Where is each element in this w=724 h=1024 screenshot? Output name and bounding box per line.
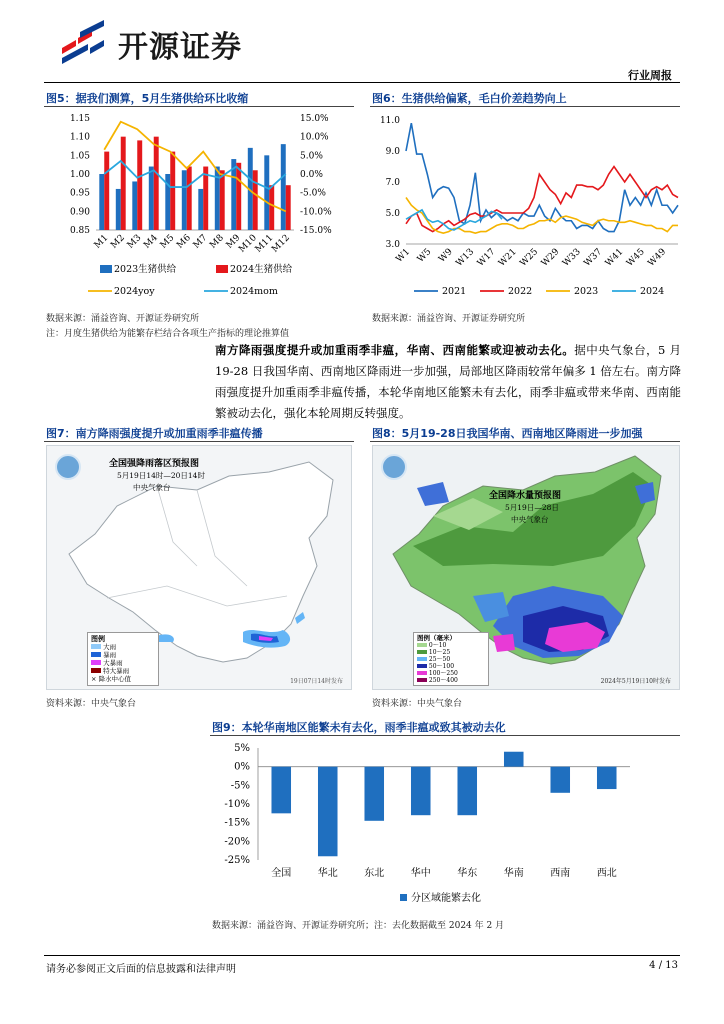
fig6-x-tick: W21 [497, 247, 519, 269]
fig5-bar [104, 152, 109, 230]
header-rule [44, 82, 680, 83]
fig6-x-tick: W9 [437, 247, 455, 265]
fig7-title: 图7：南方降雨强度提升或加重雨季非瘟传播 [46, 427, 263, 440]
fig9-bar [364, 767, 384, 821]
body-paragraph [215, 340, 681, 424]
fig5-bar [220, 170, 225, 230]
fig9-x-tick: 全国 [271, 868, 292, 879]
fig9-y-tick: -25% [224, 855, 250, 866]
fig6-title: 图6：生猪供给偏紧，毛白价差趋势向上 [372, 92, 567, 105]
fig5-x-tick: M6 [175, 233, 193, 251]
fig8-legend-row [417, 670, 485, 677]
fig5-yleft-tick: 0.85 [69, 226, 90, 236]
fig5-legend-swatch [216, 265, 228, 273]
fig6-legend-label: 2024 [640, 286, 665, 297]
fig7-source: 资料来源：中央气象台 [46, 699, 137, 709]
fig9-bar [550, 767, 570, 793]
fig8-legend-title: 图例（毫米） [417, 634, 456, 642]
fig5-yleft-tick: 0.95 [69, 188, 90, 199]
fig7-footer-note: 19日07日14时发布 [290, 678, 343, 685]
fig9-bar [411, 767, 431, 816]
fig5-legend-label: 2024mom [230, 286, 278, 297]
fig5-legend-label: 2024yoy [114, 286, 155, 297]
fig5-legend-label: 2024生猪供给 [230, 264, 293, 275]
fig5-yleft-tick: 1.05 [69, 151, 90, 162]
fig5-bar [99, 174, 104, 230]
fig5-x-tick: M12 [270, 233, 292, 255]
fig5-yleft-tick: 1.10 [69, 132, 90, 143]
fig6-x-tick: W29 [539, 247, 562, 269]
fig5-yright-tick: 0.0% [300, 170, 323, 180]
paragraph-body: 据中央气象台，5 月 19-28 日我国华南、西南地区降雨进一步加强，局部地区降雨较常年偏多 1 倍左右。南方降雨强度提升加重雨季非瘟传播，本轮华南地区能繁未有去化，雨季非瘟或带来华南、西南能繁被动去化，强化本轮周期反转强度。 [215, 343, 681, 420]
fig5-bar [132, 181, 137, 230]
fig9-bar [597, 767, 617, 789]
fig5-bar [253, 170, 258, 230]
fig5-yright-tick: 10.0% [300, 132, 329, 143]
fig9-y-tick: 0% [234, 761, 250, 773]
fig6-legend-label: 2021 [442, 286, 467, 297]
fig6-x-tick: W25 [518, 247, 541, 269]
fig7-legend-4: × 降水中心值 [91, 675, 132, 683]
fig5-bar [121, 137, 126, 230]
fig8-map [372, 445, 680, 690]
fig8-legend-1: 10～25 [428, 649, 451, 656]
fig9-x-tick: 东北 [364, 868, 385, 879]
fig5-yleft-tick: 1.00 [69, 170, 90, 180]
fig7-legend-row [91, 659, 155, 667]
logo-mark-icon [58, 18, 108, 66]
fig5-legend-label: 2023生猪供给 [114, 264, 177, 275]
fig8-legend-row [417, 656, 485, 663]
fig6-x-tick: W37 [582, 247, 605, 269]
fig5-x-tick: M11 [253, 233, 276, 255]
fig5-x-tick: M5 [158, 233, 177, 251]
paragraph-lead: 南方降雨强度提升或加重雨季非瘟，华南、西南能繁或迎被动去化。 [215, 343, 575, 357]
page-number: 4 / 13 [649, 960, 678, 971]
fig7-title-rule [44, 441, 354, 442]
fig8-legend-0: 0～10 [428, 642, 447, 649]
fig9-y-tick: -5% [230, 780, 250, 792]
fig5-yright-tick: 5.0% [300, 151, 323, 162]
fig9-source: 数据来源：涌益咨询、开源证券研究所；注：去化数据截至 2024 年 2 月 [212, 921, 505, 931]
fig9-x-tick: 华东 [457, 868, 478, 879]
fig7-legend-row [91, 643, 155, 651]
fig5-bar [149, 167, 154, 230]
fig9-x-tick: 西南 [550, 868, 571, 879]
fig5-bar [198, 189, 203, 230]
fig6-y-tick: 11.0 [379, 116, 400, 126]
fig5-bar [170, 152, 175, 230]
fig7-legend [87, 632, 159, 686]
fig5-x-tick: M2 [109, 233, 127, 251]
fig9-x-tick: 华南 [503, 868, 524, 879]
fig5-legend-swatch [100, 265, 112, 273]
fig5-line-2024mom [104, 161, 286, 189]
fig5-bar [286, 185, 291, 230]
fig9-bar [271, 767, 291, 814]
fig8-legend-row [417, 677, 485, 684]
fig7-legend-1: 暴雨 [103, 651, 117, 659]
fig6-x-tick: W49 [646, 247, 669, 269]
fig5-line-2024yoy [104, 122, 286, 212]
footer-rule [44, 955, 680, 956]
fig7-legend-title: 图例 [91, 634, 105, 643]
fig5-x-tick: M3 [125, 233, 144, 251]
fig5-yleft-tick: 1.15 [69, 114, 90, 124]
fig6-legend-label: 2022 [508, 286, 533, 297]
fig9-legend-label: 分区域能繁去化 [411, 893, 481, 904]
fig8-legend-4: 100～250 [428, 670, 458, 677]
fig5-note: 注：月度生猪供给为能繁存栏结合各项生产指标的理论推算值 [46, 329, 290, 339]
fig9-x-tick: 华中 [410, 868, 431, 879]
fig8-legend-3: 50～100 [428, 663, 455, 670]
fig8-legend-row [417, 663, 485, 670]
fig8-title: 图8：5月19-28日我国华南、西南地区降雨进一步加强 [372, 427, 643, 440]
fig8-source: 资料来源：中央气象台 [372, 699, 463, 709]
fig8-legend-row [417, 642, 485, 649]
brand-name: 开源证券 [118, 30, 242, 65]
fig6-y-tick: 9.0 [385, 147, 400, 157]
fig7-map-org: 中央气象台 [133, 483, 171, 492]
fig8-legend-row [417, 649, 485, 656]
fig5-x-tick: M8 [208, 233, 226, 251]
fig5-title: 图5：据我们测算，5月生猪供给环比收缩 [46, 92, 249, 105]
fig6-x-tick: W1 [394, 247, 413, 265]
fig5-yright-tick: -5.0% [300, 188, 326, 199]
fig5-chart [44, 108, 360, 308]
fig8-legend-5: 250～400 [428, 677, 458, 684]
fig8-legend [413, 632, 489, 686]
fig9-bar [504, 752, 524, 767]
fig6-title-rule [370, 106, 680, 107]
fig5-yright-tick: -10.0% [300, 207, 332, 218]
brand-logo [58, 18, 108, 66]
fig6-x-tick: W17 [475, 247, 498, 269]
fig5-bar [187, 167, 192, 230]
fig5-yright-tick: -15.0% [300, 226, 332, 236]
fig7-legend-row [91, 651, 155, 659]
fig5-bar [236, 163, 241, 230]
fig9-y-tick: 5% [234, 743, 250, 754]
fig7-map-title: 全国强降雨落区预报图 [109, 459, 200, 469]
fig9-legend-swatch [400, 894, 407, 901]
fig7-map [46, 445, 352, 690]
fig5-source: 数据来源：涌益咨询、开源证券研究所 [46, 314, 200, 324]
footer-disclaimer: 请务必参阅正文后面的信息披露和法律声明 [46, 964, 236, 975]
fig8-legend-2: 25～50 [428, 656, 451, 663]
fig5-x-tick: M7 [191, 233, 210, 251]
fig9-x-tick: 西北 [596, 868, 617, 879]
fig6-x-tick: W13 [454, 247, 477, 269]
fig7-legend-0: 大雨 [103, 643, 117, 651]
fig5-yleft-tick: 0.90 [69, 207, 90, 218]
fig6-x-tick: W5 [415, 247, 434, 265]
fig5-title-rule [44, 106, 354, 107]
fig8-map-title: 全国降水量预报图 [489, 491, 562, 501]
fig5-x-tick: M4 [142, 233, 160, 251]
fig5-x-tick: M10 [237, 233, 259, 255]
fig5-bar [264, 155, 269, 230]
fig5-yright-tick: 15.0% [300, 114, 329, 124]
fig8-map-date: 5月19日—28日 [505, 503, 559, 512]
fig6-legend-label: 2023 [574, 286, 599, 297]
fig5-bar [116, 189, 121, 230]
fig9-title-rule [210, 735, 680, 736]
fig8-title-rule [370, 441, 680, 442]
fig5-bar [281, 144, 286, 230]
fig6-y-tick: 3.0 [385, 240, 400, 250]
fig6-x-tick: W33 [561, 247, 583, 269]
fig8-map-org: 中央气象台 [511, 515, 549, 524]
fig9-bar [318, 767, 338, 857]
fig9-chart [210, 738, 680, 910]
fig6-y-tick: 5.0 [385, 209, 400, 219]
fig7-map-date: 5月19日14时—20日14时 [117, 471, 205, 480]
fig9-y-tick: -15% [224, 817, 250, 829]
fig5-x-tick: M9 [224, 233, 243, 251]
fig5-bar [269, 185, 274, 230]
fig6-y-tick: 7.0 [385, 178, 400, 188]
fig7-legend-3: 特大暴雨 [103, 667, 130, 675]
fig6-x-tick: W45 [625, 247, 647, 269]
fig9-bar [457, 767, 477, 816]
fig7-legend-row [91, 667, 155, 675]
fig7-legend-2: 大暴雨 [103, 659, 123, 667]
fig9-y-tick: -10% [224, 799, 250, 810]
fig7-legend-row [91, 675, 155, 683]
fig9-x-tick: 华北 [317, 868, 338, 879]
fig5-bar [137, 140, 142, 230]
report-type: 行业周报 [628, 69, 672, 82]
fig6-chart [370, 108, 682, 308]
fig6-x-tick: W41 [603, 247, 626, 269]
fig9-y-tick: -20% [224, 836, 250, 848]
fig8-footer-note: 2024年5月19日10时发布 [600, 678, 671, 685]
fig5-bar [182, 170, 187, 230]
fig8-map-badge [381, 454, 407, 480]
fig7-map-badge [55, 454, 81, 480]
fig5-bar [154, 137, 159, 230]
fig6-source: 数据来源：涌益咨询、开源证券研究所 [372, 314, 526, 324]
fig5-bar [203, 167, 208, 230]
fig5-x-tick: M1 [92, 233, 111, 251]
fig9-title: 图9：本轮华南地区能繁未有去化，雨季非瘟或致其被动去化 [212, 721, 506, 734]
